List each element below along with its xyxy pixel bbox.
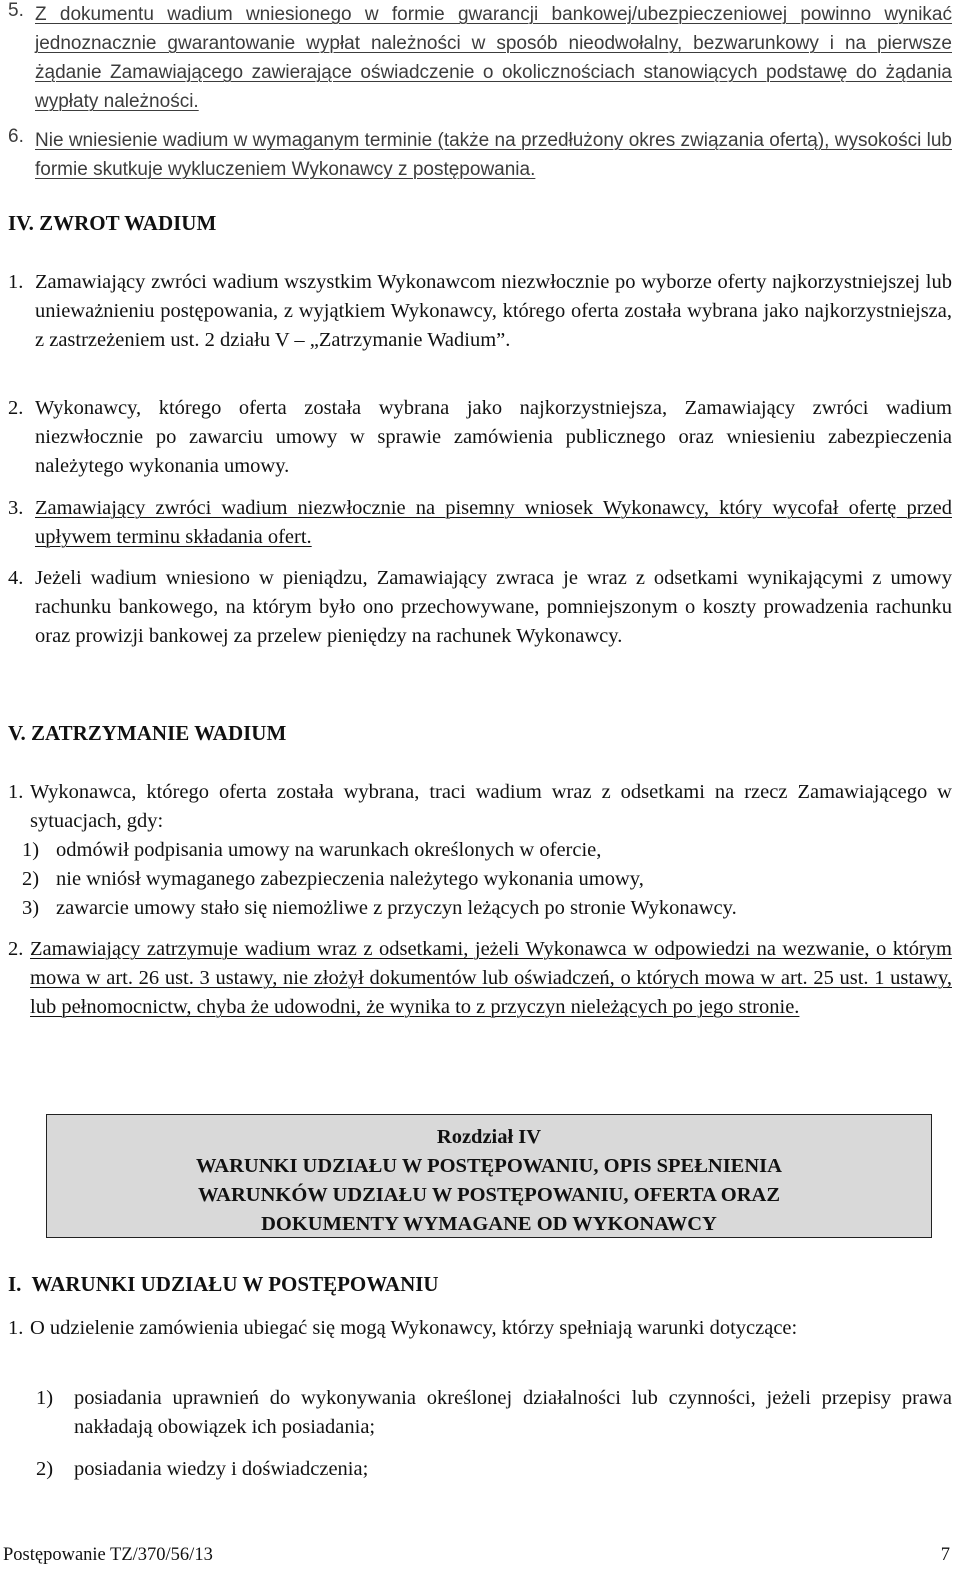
sub-number: 2) <box>36 1458 54 1480</box>
sub-text: odmówił podpisania umowy na warunkach określonych w ofercie, <box>56 839 602 861</box>
chapter-number: Rozdział IV <box>436 1126 542 1148</box>
sub-text: zawarcie umowy stało się niemożliwe z przyczyn leżących po stronie Wykonawcy. <box>56 897 737 919</box>
sub-text: nie wniósł wymaganego zabezpieczenia należytego wykonania umowy, <box>56 868 644 890</box>
list-text: Jeżeli wadium wniesiono w pieniądzu, Zamawiający zwraca je wraz z odsetkami wynikającymi z umowy rachunku bankowego, na którym było ono przechowywane, pomniejszonym o koszty prowadzenia rachunku oraz prowizji bankowej za przelew pieniędzy na rachunek Wykonawcy. <box>35 567 952 647</box>
sub-item-2 <box>22 865 942 894</box>
list-number: 2. <box>8 397 24 419</box>
sub-number: 1) <box>22 839 40 861</box>
chapter-title-box <box>46 1114 932 1238</box>
sub-text: posiadania wiedzy i doświadczenia; <box>74 1458 369 1480</box>
section-heading-zwrot: IV. ZWROT WADIUM <box>8 211 217 235</box>
sub-item-1 <box>36 1384 952 1442</box>
list-item-1 <box>8 268 952 355</box>
list-item-5 <box>8 0 952 116</box>
sub-number: 2) <box>22 868 40 890</box>
list-item-2 <box>8 394 952 481</box>
list-text: O udzielenie zamówienia ubiegać się mogą Wykonawcy, którzy spełniają warunki dotyczące: <box>30 1317 798 1339</box>
list-number: 1. <box>8 1317 24 1339</box>
list-number: 1. <box>8 781 24 803</box>
section-heading-zatrzymanie: V. ZATRZYMANIE WADIUM <box>8 721 287 745</box>
list-number: 1. <box>8 271 24 293</box>
list-item-1 <box>8 778 952 836</box>
list-number: 4. <box>8 567 24 589</box>
list-text: Wykonawcy, którego oferta została wybrana jako najkorzystniejsza, Zamawiający zwróci wadium niezwłocznie po zawarciu umowy w sprawie zamówienia publicznego oraz wniesieniu zabezpieczenia należytego wykonania umowy. <box>35 397 952 477</box>
list-text: Zamawiający zwróci wadium niezwłocznie na pisemny wniosek Wykonawcy, który wycofał ofertę przed upływem terminu składania ofert. <box>35 497 952 548</box>
list-item-3 <box>8 494 952 552</box>
list-text: Wykonawca, którego oferta została wybrana, traci wadium wraz z odsetkami na rzecz Zamawiającego w sytuacjach, gdy: <box>30 781 952 832</box>
sub-item-1 <box>22 836 942 865</box>
list-text: Zamawiający zatrzymuje wadium wraz z odsetkami, jeżeli Wykonawca w odpowiedzi na wezwanie, o którym mowa w art. 26 ust. 3 ustawy, nie złożył dokumentów lub oświadczeń, o których mowa w art. 25 ust. 1 ustawy, lub pełnomocnictw, chyba że udowodni, że wynika to z przyczyn nieleżących po jego stronie. <box>30 938 952 1018</box>
section-heading-warunki: I. WARUNKI UDZIAŁU W POSTĘPOWANIU <box>8 1272 439 1296</box>
chapter-title-line: WARUNKÓW UDZIAŁU W POSTĘPOWANIU, OFERTA ORAZ <box>197 1184 781 1206</box>
list-item-2 <box>8 935 952 1022</box>
list-item-4 <box>8 564 952 651</box>
list-item-6 <box>8 126 952 184</box>
list-item-1 <box>8 1314 952 1343</box>
sub-text: posiadania uprawnień do wykonywania określonej działalności lub czynności, jeżeli przepisy prawa nakładają obowiązek ich posiadania; <box>74 1387 952 1438</box>
sub-number: 1) <box>36 1387 54 1409</box>
list-text: Zamawiający zwróci wadium wszystkim Wykonawcom niezwłocznie po wyborze oferty najkorzystniejszej lub unieważnieniu postępowania, z wyjątkiem Wykonawcy, którego oferta została wybrana jako najkorzystniejsza, z zastrzeżeniem ust. 2 działu V – „Zatrzymanie Wadium”. <box>35 271 952 351</box>
sub-item-3 <box>22 894 942 923</box>
list-number: 6. <box>8 126 24 147</box>
sub-number: 3) <box>22 897 40 919</box>
page-number: 7 <box>940 1545 950 1565</box>
sub-item-2 <box>36 1455 952 1484</box>
chapter-title-line: DOKUMENTY WYMAGANE OD WYKONAWCY <box>261 1213 717 1235</box>
list-number: 5. <box>8 0 24 21</box>
footer-reference: Postępowanie TZ/370/56/13 <box>3 1545 213 1565</box>
list-number: 3. <box>8 497 24 519</box>
list-text: Z dokumentu wadium wniesionego w formie gwarancji bankowej/ubezpieczeniowej powinno wynikać jednoznacznie gwarantowanie wypłat należności w sposób nieodwołalny, bezwarunkowy i na pierwsze żądanie Zamawiającego zawierające oświadczenie o okolicznościach stanowiących podstawę do żądania wypłaty należności. <box>35 4 952 112</box>
list-text: Nie wniesienie wadium w wymaganym terminie (także na przedłużony okres związania ofertą), wysokości lub formie skutkuje wykluczeniem Wykonawcy z postępowania. <box>35 130 952 180</box>
list-number: 2. <box>8 938 24 960</box>
chapter-title-line: WARUNKI UDZIAŁU W POSTĘPOWANIU, OPIS SPEŁNIENIA <box>196 1155 782 1177</box>
